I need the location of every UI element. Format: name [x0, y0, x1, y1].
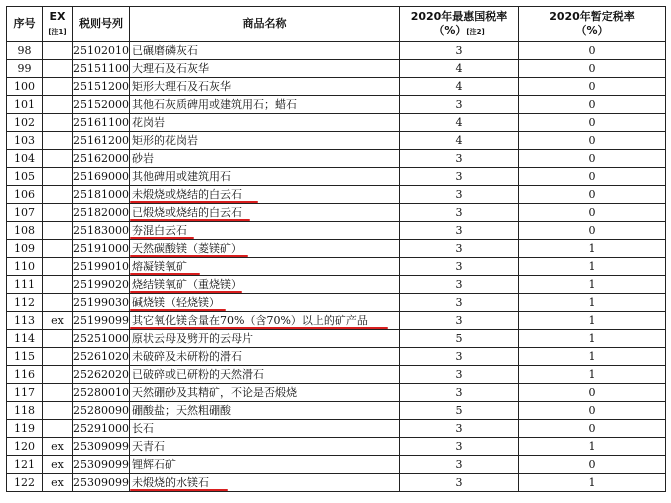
cell-code: 25309099 — [73, 474, 130, 492]
cell-name: 已破碎或已研粉的天然滑石 — [130, 366, 400, 384]
cell-ex — [43, 96, 73, 114]
cell-code: 25309099 — [73, 438, 130, 456]
cell-seq: 112 — [7, 294, 43, 312]
cell-temp-rate: 1 — [519, 438, 666, 456]
cell-seq: 103 — [7, 132, 43, 150]
cell-mfn-rate: 3 — [400, 258, 519, 276]
cell-mfn-rate: 3 — [400, 456, 519, 474]
cell-seq: 106 — [7, 186, 43, 204]
table-row — [7, 114, 666, 132]
red-underline — [130, 219, 250, 221]
cell-code: 25183000 — [73, 222, 130, 240]
cell-seq: 107 — [7, 204, 43, 222]
table-row — [7, 60, 666, 78]
cell-seq: 109 — [7, 240, 43, 258]
cell-temp-rate: 1 — [519, 330, 666, 348]
cell-mfn-rate: 3 — [400, 366, 519, 384]
header-seq: 序号 — [7, 7, 43, 42]
cell-mfn-rate: 3 — [400, 42, 519, 60]
cell-seq: 101 — [7, 96, 43, 114]
cell-ex — [43, 60, 73, 78]
cell-ex — [43, 186, 73, 204]
table-row — [7, 276, 666, 294]
cell-seq: 117 — [7, 384, 43, 402]
table-row — [7, 132, 666, 150]
table-row — [7, 78, 666, 96]
cell-seq: 121 — [7, 456, 43, 474]
cell-ex: ex — [43, 438, 73, 456]
cell-mfn-rate: 5 — [400, 402, 519, 420]
cell-mfn-rate: 3 — [400, 168, 519, 186]
cell-code: 25181000 — [73, 186, 130, 204]
cell-code: 25309099 — [73, 456, 130, 474]
cell-ex — [43, 132, 73, 150]
table-header-row — [7, 7, 666, 42]
cell-temp-rate: 0 — [519, 186, 666, 204]
cell-seq: 104 — [7, 150, 43, 168]
cell-code: 25162000 — [73, 150, 130, 168]
cell-code: 25199020 — [73, 276, 130, 294]
table-row — [7, 258, 666, 276]
cell-ex — [43, 384, 73, 402]
cell-seq: 122 — [7, 474, 43, 492]
cell-ex — [43, 78, 73, 96]
cell-mfn-rate: 3 — [400, 312, 519, 330]
cell-seq: 98 — [7, 42, 43, 60]
cell-name: 已煅烧或烧结的白云石 — [130, 204, 400, 222]
red-underline — [130, 255, 248, 257]
cell-mfn-rate: 3 — [400, 96, 519, 114]
cell-temp-rate: 0 — [519, 132, 666, 150]
cell-mfn-rate: 3 — [400, 186, 519, 204]
cell-ex — [43, 402, 73, 420]
table-row — [7, 294, 666, 312]
cell-name: 其它氧化镁含量在70%（含70%）以上的矿产品 — [130, 312, 400, 330]
cell-ex — [43, 276, 73, 294]
header-ex: EX [注1] — [43, 7, 73, 42]
cell-code: 25191000 — [73, 240, 130, 258]
cell-seq: 105 — [7, 168, 43, 186]
header-mfn-rate: 2020年最惠国税率 （%）[注2] — [400, 7, 519, 42]
cell-ex — [43, 222, 73, 240]
cell-name: 锂辉石矿 — [130, 456, 400, 474]
table-row — [7, 348, 666, 366]
cell-code: 25152000 — [73, 96, 130, 114]
cell-mfn-rate: 3 — [400, 150, 519, 168]
cell-mfn-rate: 3 — [400, 240, 519, 258]
cell-ex — [43, 420, 73, 438]
table-row — [7, 420, 666, 438]
cell-mfn-rate: 3 — [400, 438, 519, 456]
cell-code: 25251000 — [73, 330, 130, 348]
cell-code: 25151100 — [73, 60, 130, 78]
cell-temp-rate: 0 — [519, 78, 666, 96]
cell-name: 原状云母及劈开的云母片 — [130, 330, 400, 348]
cell-ex — [43, 294, 73, 312]
cell-seq: 111 — [7, 276, 43, 294]
cell-mfn-rate: 3 — [400, 474, 519, 492]
header-temp-rate: 2020年暂定税率 （%） — [519, 7, 666, 42]
cell-mfn-rate: 3 — [400, 384, 519, 402]
table-row — [7, 384, 666, 402]
cell-code: 25280090 — [73, 402, 130, 420]
table-row — [7, 150, 666, 168]
cell-temp-rate: 0 — [519, 96, 666, 114]
cell-seq: 113 — [7, 312, 43, 330]
cell-temp-rate: 1 — [519, 366, 666, 384]
cell-name: 未煅烧的水镁石 — [130, 474, 400, 492]
cell-code: 25199099 — [73, 312, 130, 330]
cell-seq: 120 — [7, 438, 43, 456]
cell-temp-rate: 1 — [519, 276, 666, 294]
cell-name: 其他碑用或建筑用石 — [130, 168, 400, 186]
cell-mfn-rate: 3 — [400, 420, 519, 438]
cell-mfn-rate: 3 — [400, 294, 519, 312]
cell-temp-rate: 1 — [519, 258, 666, 276]
cell-ex — [43, 348, 73, 366]
cell-seq: 115 — [7, 348, 43, 366]
cell-code: 25199010 — [73, 258, 130, 276]
cell-name: 其他石灰质碑用或建筑用石；蜡石 — [130, 96, 400, 114]
cell-seq: 100 — [7, 78, 43, 96]
red-underline — [130, 327, 388, 329]
table-row — [7, 330, 666, 348]
cell-mfn-rate: 4 — [400, 78, 519, 96]
cell-ex: ex — [43, 474, 73, 492]
cell-seq: 119 — [7, 420, 43, 438]
header-code: 税则号列 — [73, 7, 130, 42]
table-row — [7, 456, 666, 474]
cell-name: 长石 — [130, 420, 400, 438]
cell-seq: 118 — [7, 402, 43, 420]
cell-temp-rate: 1 — [519, 240, 666, 258]
cell-mfn-rate: 3 — [400, 276, 519, 294]
cell-temp-rate: 0 — [519, 222, 666, 240]
cell-temp-rate: 0 — [519, 204, 666, 222]
cell-name: 砂岩 — [130, 150, 400, 168]
cell-ex — [43, 114, 73, 132]
cell-code: 25262020 — [73, 366, 130, 384]
cell-mfn-rate: 3 — [400, 204, 519, 222]
cell-seq: 108 — [7, 222, 43, 240]
red-underline — [130, 489, 228, 491]
cell-code: 25161200 — [73, 132, 130, 150]
cell-name: 矩形大理石及石灰华 — [130, 78, 400, 96]
cell-seq: 102 — [7, 114, 43, 132]
cell-ex — [43, 366, 73, 384]
cell-mfn-rate: 3 — [400, 348, 519, 366]
cell-name: 碱烧镁（轻烧镁） — [130, 294, 400, 312]
cell-code: 25161100 — [73, 114, 130, 132]
cell-temp-rate: 0 — [519, 60, 666, 78]
cell-ex — [43, 168, 73, 186]
cell-code: 25102010 — [73, 42, 130, 60]
cell-seq: 116 — [7, 366, 43, 384]
table-row — [7, 438, 666, 456]
cell-code: 25199030 — [73, 294, 130, 312]
cell-mfn-rate: 3 — [400, 222, 519, 240]
cell-code: 25182000 — [73, 204, 130, 222]
cell-name: 烧结镁氧矿（重烧镁） — [130, 276, 400, 294]
cell-seq: 99 — [7, 60, 43, 78]
table-row — [7, 96, 666, 114]
cell-temp-rate: 0 — [519, 150, 666, 168]
cell-code: 25291000 — [73, 420, 130, 438]
cell-temp-rate: 1 — [519, 474, 666, 492]
table-row — [7, 240, 666, 258]
cell-name: 花岗岩 — [130, 114, 400, 132]
red-underline — [130, 273, 200, 275]
cell-ex: ex — [43, 312, 73, 330]
cell-temp-rate: 0 — [519, 168, 666, 186]
cell-seq: 114 — [7, 330, 43, 348]
cell-temp-rate: 0 — [519, 384, 666, 402]
red-underline — [130, 291, 242, 293]
cell-name: 天然硼砂及其精矿，不论是否煅烧 — [130, 384, 400, 402]
table-row — [7, 222, 666, 240]
header-ex-note: [注1] — [48, 27, 67, 36]
cell-ex — [43, 150, 73, 168]
cell-temp-rate: 0 — [519, 402, 666, 420]
table-row — [7, 474, 666, 492]
table-row — [7, 402, 666, 420]
cell-temp-rate: 1 — [519, 294, 666, 312]
cell-name: 熔凝镁氧矿 — [130, 258, 400, 276]
table-row — [7, 366, 666, 384]
cell-name: 未破碎及未研粉的滑石 — [130, 348, 400, 366]
table-body — [7, 42, 666, 492]
cell-temp-rate: 0 — [519, 420, 666, 438]
red-underline — [130, 201, 258, 203]
cell-temp-rate: 0 — [519, 114, 666, 132]
table-row — [7, 42, 666, 60]
cell-name: 天然碳酸镁（菱镁矿） — [130, 240, 400, 258]
cell-name: 夯混白云石 — [130, 222, 400, 240]
cell-mfn-rate: 4 — [400, 114, 519, 132]
cell-temp-rate: 0 — [519, 42, 666, 60]
cell-name: 已碾磨磷灰石 — [130, 42, 400, 60]
red-underline — [130, 237, 194, 239]
cell-code: 25151200 — [73, 78, 130, 96]
tariff-table — [6, 6, 666, 492]
cell-ex — [43, 240, 73, 258]
cell-name: 天青石 — [130, 438, 400, 456]
cell-temp-rate: 0 — [519, 456, 666, 474]
cell-ex — [43, 330, 73, 348]
red-underline — [130, 309, 226, 311]
cell-temp-rate: 1 — [519, 348, 666, 366]
cell-name: 未煅烧或烧结的白云石 — [130, 186, 400, 204]
table-row — [7, 168, 666, 186]
header-name: 商品名称 — [130, 7, 400, 42]
cell-ex — [43, 204, 73, 222]
cell-code: 25280010 — [73, 384, 130, 402]
cell-mfn-rate: 4 — [400, 132, 519, 150]
cell-mfn-rate: 5 — [400, 330, 519, 348]
cell-ex: ex — [43, 456, 73, 474]
cell-ex — [43, 42, 73, 60]
cell-code: 25169000 — [73, 168, 130, 186]
table-row — [7, 204, 666, 222]
cell-seq: 110 — [7, 258, 43, 276]
cell-name: 矩形的花岗岩 — [130, 132, 400, 150]
cell-mfn-rate: 4 — [400, 60, 519, 78]
header-mfn-note: [注2] — [466, 27, 485, 36]
cell-name: 硼酸盐；天然粗硼酸 — [130, 402, 400, 420]
table-row — [7, 186, 666, 204]
cell-temp-rate: 1 — [519, 312, 666, 330]
cell-name: 大理石及石灰华 — [130, 60, 400, 78]
cell-ex — [43, 258, 73, 276]
cell-code: 25261020 — [73, 348, 130, 366]
